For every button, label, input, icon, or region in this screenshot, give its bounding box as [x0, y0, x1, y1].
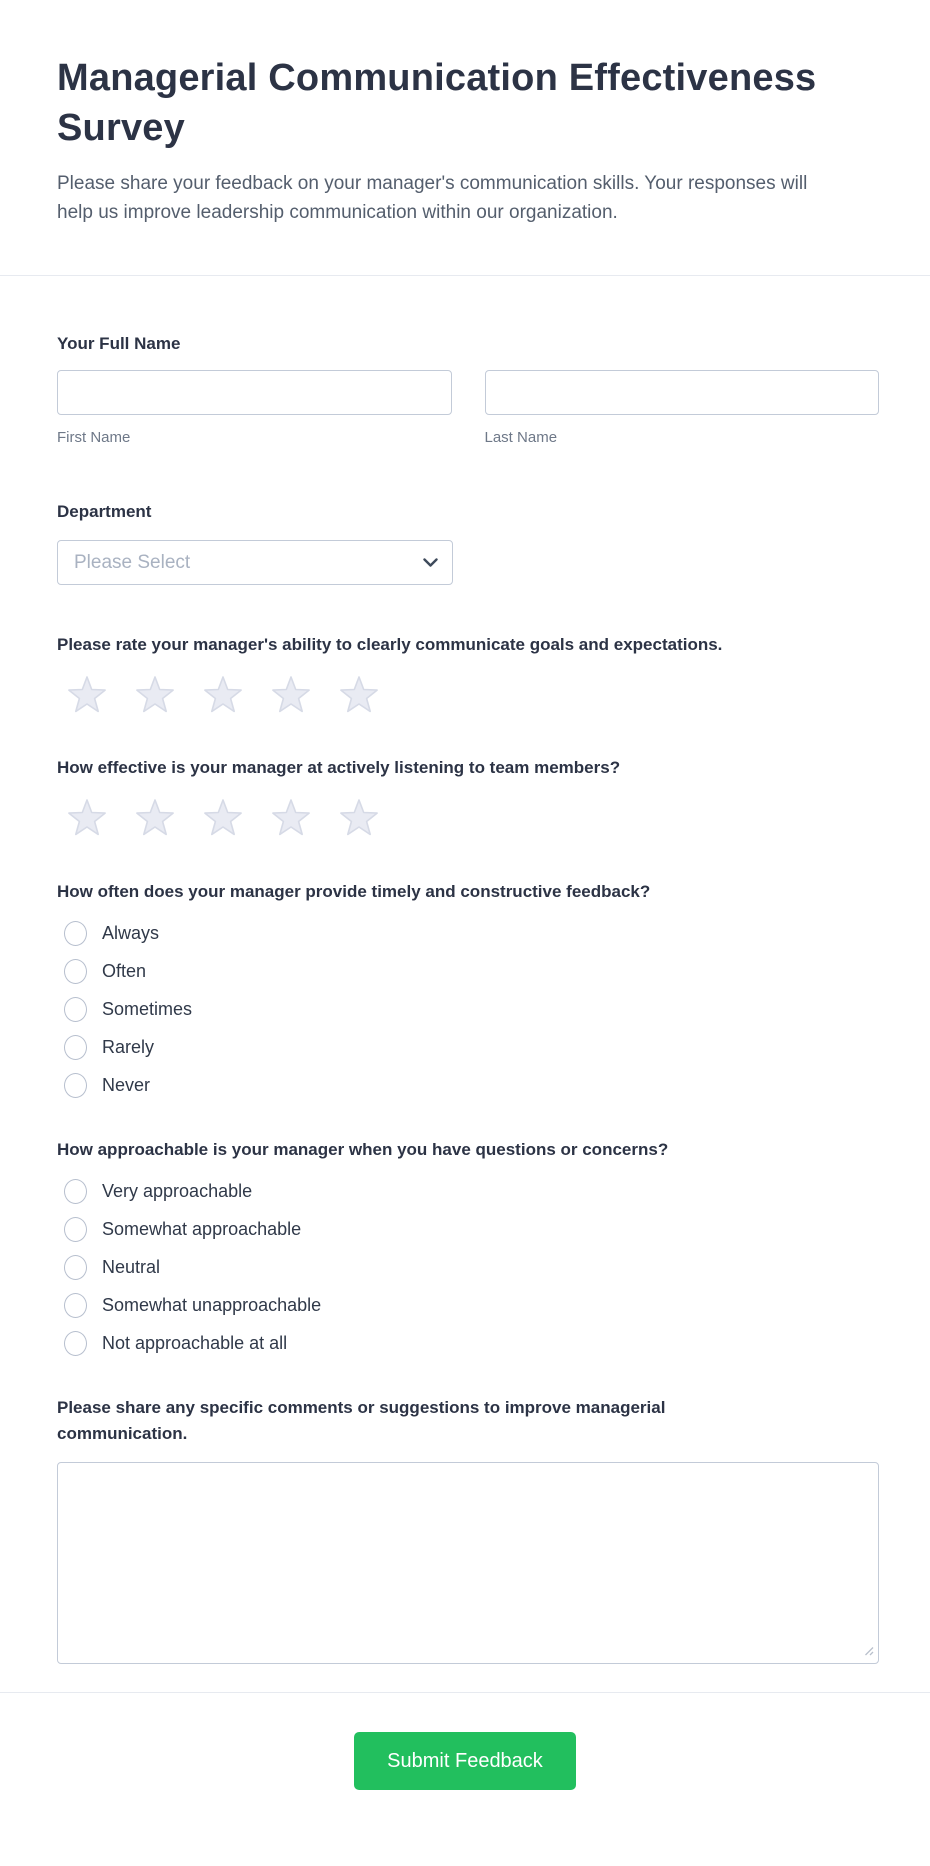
radio-option-always[interactable] — [57, 921, 879, 946]
radio-option-very-approachable[interactable] — [57, 1179, 879, 1204]
radio-button-icon[interactable] — [64, 1293, 87, 1318]
radio-option-not-approachable-at-all[interactable] — [57, 1331, 879, 1356]
rating-question-1 — [57, 633, 879, 715]
first-name-col — [57, 370, 452, 448]
full-name-label: Your Full Name — [57, 334, 181, 353]
radio-option-label: Often — [102, 961, 147, 981]
radio-option-somewhat-unapproachable[interactable] — [57, 1293, 879, 1318]
comments-field — [57, 1395, 879, 1664]
radio-button-icon[interactable] — [64, 1179, 87, 1204]
radio-option-label: Rarely — [102, 1037, 155, 1057]
form-body — [0, 332, 930, 1692]
last-name-sublabel: Last Name — [484, 429, 558, 446]
comments-textarea-wrap — [57, 1462, 879, 1664]
radio-question-1-label: How often does your manager provide timely and constructive feedback? — [57, 882, 651, 901]
radio-option-label: Always — [102, 923, 160, 943]
radio-button-icon[interactable] — [64, 1331, 87, 1356]
divider — [0, 275, 930, 276]
comments-label: Please share any specific comments or suggestions to improve managerial communication. — [57, 1398, 666, 1443]
resize-handle-icon[interactable] — [863, 1645, 874, 1656]
submit-feedback-button[interactable]: Submit Feedback — [354, 1732, 576, 1790]
radio-button-icon[interactable] — [64, 997, 87, 1022]
radio-question-1 — [57, 880, 879, 1098]
radio-option-never[interactable] — [57, 1073, 879, 1098]
rating-question-2-label: How effective is your manager at actively listening to team members? — [57, 758, 621, 777]
star-icon-1[interactable] — [67, 798, 107, 838]
form-footer — [0, 1693, 930, 1839]
star-rating-2[interactable] — [57, 798, 879, 838]
radio-option-label: Somewhat unapproachable — [102, 1295, 322, 1315]
radio-option-often[interactable] — [57, 959, 879, 984]
star-icon-1[interactable] — [67, 675, 107, 715]
last-name-input[interactable] — [485, 370, 880, 415]
first-name-input[interactable] — [57, 370, 452, 415]
star-icon-5[interactable] — [339, 798, 379, 838]
radio-options — [57, 921, 879, 1098]
radio-option-label: Somewhat approachable — [102, 1219, 302, 1239]
radio-option-label: Not approachable at all — [102, 1333, 288, 1353]
radio-button-icon[interactable] — [64, 921, 87, 946]
name-row — [57, 370, 879, 448]
radio-question-2-label: How approachable is your manager when you have questions or concerns? — [57, 1140, 669, 1159]
department-label: Department — [57, 502, 152, 521]
comments-textarea[interactable] — [57, 1462, 879, 1664]
radio-options — [57, 1179, 879, 1356]
last-name-col — [485, 370, 880, 448]
department-select-wrap — [57, 540, 453, 585]
radio-option-neutral[interactable] — [57, 1255, 879, 1280]
radio-button-icon[interactable] — [64, 1073, 87, 1098]
first-name-sublabel: First Name — [57, 429, 131, 446]
form-header — [0, 0, 930, 275]
page-title: Managerial Communication Effectiveness Survey — [57, 57, 817, 149]
radio-option-label: Neutral — [102, 1257, 161, 1277]
radio-question-2 — [57, 1138, 879, 1356]
radio-option-somewhat-approachable[interactable] — [57, 1217, 879, 1242]
star-icon-4[interactable] — [271, 798, 311, 838]
star-icon-2[interactable] — [135, 675, 175, 715]
radio-button-icon[interactable] — [64, 1217, 87, 1242]
star-icon-3[interactable] — [203, 675, 243, 715]
form-subtitle: Please share your feedback on your manager's communication skills. Your responses will help us improve leadership communication within our organization. — [57, 173, 808, 223]
star-icon-5[interactable] — [339, 675, 379, 715]
radio-option-label: Sometimes — [102, 999, 193, 1019]
star-rating-1[interactable] — [57, 675, 879, 715]
rating-question-1-label: Please rate your manager's ability to clearly communicate goals and expectations. — [57, 635, 723, 654]
star-icon-4[interactable] — [271, 675, 311, 715]
department-field — [57, 500, 879, 585]
radio-button-icon[interactable] — [64, 1035, 87, 1060]
radio-option-rarely[interactable] — [57, 1035, 879, 1060]
full-name-field — [57, 332, 879, 448]
radio-option-sometimes[interactable] — [57, 997, 879, 1022]
star-icon-2[interactable] — [135, 798, 175, 838]
star-icon-3[interactable] — [203, 798, 243, 838]
radio-button-icon[interactable] — [64, 1255, 87, 1280]
radio-option-label: Never — [102, 1075, 151, 1095]
department-select[interactable] — [57, 540, 453, 585]
rating-question-2 — [57, 756, 879, 838]
radio-button-icon[interactable] — [64, 959, 87, 984]
radio-option-label: Very approachable — [102, 1181, 253, 1201]
